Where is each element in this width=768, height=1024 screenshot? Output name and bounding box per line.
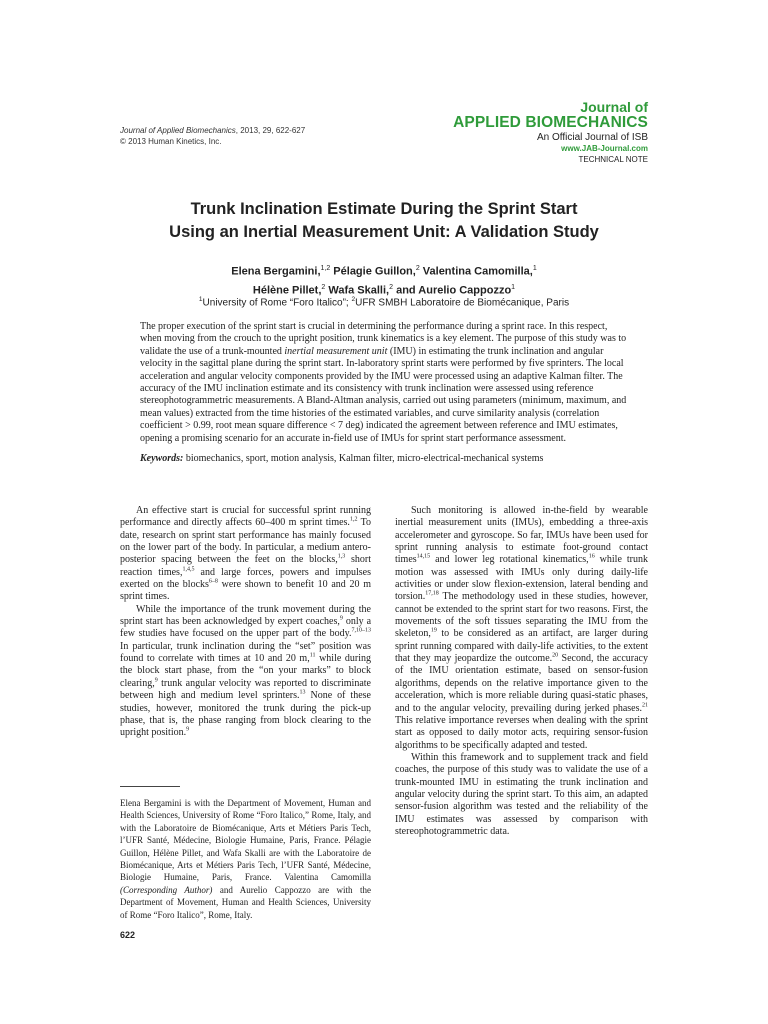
title-line-1: Trunk Inclination Estimate During the Sprint Start	[190, 200, 578, 218]
citation-ref: 17,18	[425, 591, 439, 598]
abstract-italic: inertial measurement unit	[284, 345, 388, 357]
journal-name: Journal of Applied Biomechanics	[120, 126, 236, 135]
journal-brand	[453, 100, 648, 165]
brand-journal-of: Journal of	[580, 99, 648, 115]
authors-line-1	[0, 261, 768, 280]
copyright-line: © 2013 Human Kinetics, Inc.	[120, 137, 222, 146]
author-name: Valentina Camomilla,	[419, 265, 533, 278]
author-footnote	[120, 797, 371, 921]
corresponding-author-note: (Corresponding Author)	[120, 884, 213, 895]
citation-ref: 20	[552, 652, 559, 659]
text: only a few studies have focused on the upper part of the body.	[120, 616, 372, 640]
brand-subtitle: An Official Journal of ISB	[537, 132, 648, 143]
text: trunk angular velocity was reported to discriminate between high and medium level sprinters.	[120, 677, 371, 702]
citation-ref: 6–8	[208, 578, 218, 585]
author-affil-mark: 2	[389, 283, 394, 291]
text: to be considered as an artifact, are larger during sprint running compared with daily-life activities, to the extent that they may jeopardize the outcome.	[395, 628, 648, 665]
text: and lower leg rotational kinematics,	[430, 554, 589, 566]
citation-ref: 9	[339, 615, 343, 622]
abstract-text	[140, 321, 628, 445]
title-line-2: Using an Inertial Measurement Unit: A Validation Study	[169, 223, 599, 241]
affil-mark: 2	[351, 296, 356, 303]
body-paragraph: Within this framework and to supplement track and field coaches, the purpose of this study was to validate the use of a trunk-mounted IMU in estimating the trunk inclination and angular velocity during the sprint start. To this aim, an adapted sensor-fusion algorithm was tested and the reliability of the IMU estimates was assessed by comparison with stereophotogrammetric data.	[395, 751, 648, 837]
journal-citation-header	[120, 125, 305, 147]
citation-ref: 14,15	[416, 554, 431, 561]
text: Second, the accuracy of the IMU orientation estimate, based on sensor-fusion algorithms, depends on the relative importance given to the acceleration, which is more reliable during quasi-static phases, and to the angular velocity, prevailing during jerked phases.	[395, 653, 648, 714]
page-number: 622	[120, 930, 136, 940]
author-name: Pélagie Guillon,	[330, 265, 416, 278]
text: An effective start is crucial for successful sprint running performance and directly affects 60–400 m sprint times.	[120, 505, 371, 529]
citation-ref: 19	[430, 628, 437, 635]
footnote-divider	[120, 786, 180, 787]
author-name: and Aurelio Cappozzo	[393, 284, 512, 297]
author-affil-mark: 1	[511, 283, 516, 291]
author-affil-mark: 2	[415, 265, 420, 272]
journal-citation	[120, 125, 305, 136]
author-name: Wafa Skalli,	[325, 284, 390, 297]
text: The methodology used in these studies, however, cannot be extended to the sprint start for two reasons. First, the movements of the soft tissues separating the IMU from the skeleton,	[395, 591, 648, 640]
text: and Aurelio Cappozzo are with the Department of Movement, Human and Health Sciences, University of Rome “Foro Italico”, Rome, Italy.	[120, 884, 371, 920]
author-name: Hélène Pillet,	[252, 284, 322, 297]
body-paragraph	[120, 604, 371, 740]
affiliations	[0, 293, 768, 309]
citation-ref: 9	[154, 677, 158, 684]
keywords	[140, 453, 628, 465]
text: While the importance of the trunk movement during the sprint start has been acknowledged by expert coaches,	[120, 603, 371, 628]
citation-ref: 16	[588, 554, 595, 561]
body-column-left	[120, 505, 371, 740]
text: Elena Bergamini is with the Department of Movement, Human and Health Sciences, University of Rome “Foro Italico,” Rome, Italy, and with the Laboratoire de Biomécanique, Arts et Métiers Paris Tech, l’UFR Santé, Médecine, Biologie Humaine, Paris, France. Pélagie Guillon, Hélène Pillet, and Wafa Skalli are with the Laboratoire de Biomécanique, Arts et Métiers Paris Tech, l’UFR Santé, Médecine, Biologie Humaine, Paris, France. Valentina Camomilla	[120, 798, 371, 883]
affil-mark: 1	[198, 296, 203, 303]
citation-ref: 21	[642, 702, 648, 709]
abstract	[140, 321, 628, 465]
abstract-part: (IMU) in estimating the trunk inclination and angular velocity in the sagittal plane during the sprint start. In-laboratory sprint starts were performed by five sprinters. The local acceleration and angular velocity components provided by the IMU were processed using an adaptive Kalman filter. The accuracy of the IMU inclination estimate and its consistency with trunk inclination were assessed using reference stereophotogrammetric measurements. A Bland-Altman analysis, carried out using parameters (minimum, maximum, and mean values) extracted from the time histories of the estimated variables, and curve similarity analysis (correlation coefficient > 0.99, root mean square difference < 7 deg) indicated the agreement between reference and IMU estimates, opening a promising scenario for an accurate in-field use of IMUs for sprint start performance assessment.	[140, 345, 627, 444]
text: None of these studies, however, monitored the trunk during the pick-up phase, that is, the phase ranging from block clearing to the upright position.	[120, 690, 371, 739]
author-affil-mark: 2	[321, 283, 326, 291]
citation-ref: 1,4,5	[182, 566, 195, 573]
citation-ref: 9	[186, 726, 190, 733]
citation-ref: 7,10–13	[351, 628, 371, 635]
text: Such monitoring is allowed in-the-field by wearable inertial measurement units (IMUs), embedding a three-axis accelerometer and gyroscope. So far, IMUs have been used for sprint running analysis to estimate foot-ground contact times	[395, 505, 648, 566]
text: short reaction times,	[120, 554, 372, 578]
citation-ref: 1,3	[337, 554, 346, 561]
text: while during the block start phase, from the “on your marks” to block clearing,	[120, 653, 371, 689]
citation-ref: 1,2	[349, 517, 358, 524]
citation-ref: 11	[309, 652, 316, 659]
text: This relative importance reverses when dealing with the sprint start as opposed to daily motor acts, requiring sensor-fusion algorithms to be specifically adapted and tested.	[395, 714, 648, 751]
author-affil-mark: 1,2	[320, 265, 331, 272]
body-paragraph	[395, 505, 648, 752]
citation-details: , 2013, 29, 622-627	[235, 126, 306, 135]
citation-ref: 13	[299, 689, 306, 696]
text: In particular, trunk inclination during the “set” position was found to correlate with times at 10 and 20 m,	[120, 640, 371, 665]
affil-text: University of Rome “Foro Italico”;	[202, 297, 352, 309]
text: and large forces, powers and impulses exerted on the blocks	[120, 566, 371, 591]
text: while trunk motion was assessed with IMUs only during daily-life activities or under slow flexion-extension, lateral bending and torsion.	[395, 554, 648, 603]
article-title	[0, 198, 768, 244]
body-paragraph	[120, 505, 371, 604]
affil-text: UFR SMBH Laboratoire de Biomécanique, Paris	[355, 297, 570, 309]
body-column-right	[395, 505, 648, 838]
article-type: TECHNICAL NOTE	[578, 155, 648, 164]
abstract-part: The proper execution of the sprint start is crucial in determining the performance during a sprint race. In this respect, when moving from the crouch to the upright position, trunk kinematics is a key element. The purpose of this study was to validate the use of a trunk-mounted	[140, 321, 627, 357]
keywords-label: Keywords:	[140, 453, 184, 465]
footnote-text	[120, 797, 371, 921]
text: were shown to benefit 10 and 20 m sprint times.	[120, 579, 371, 603]
author-affil-mark: 1	[532, 265, 537, 272]
keywords-list: biomechanics, sport, motion analysis, Kalman filter, micro-electrical-mechanical systems	[183, 453, 544, 465]
brand-url: www.JAB-Journal.com	[561, 144, 648, 153]
author-name: Elena Bergamini,	[231, 265, 321, 278]
brand-journal-title: APPLIED BIOMECHANICS	[453, 114, 648, 131]
text: To date, research on sprint start performance has mainly focused on the lower part of the body. In particular, a medium antero-posterior spacing between the feet on the blocks,	[120, 517, 371, 566]
